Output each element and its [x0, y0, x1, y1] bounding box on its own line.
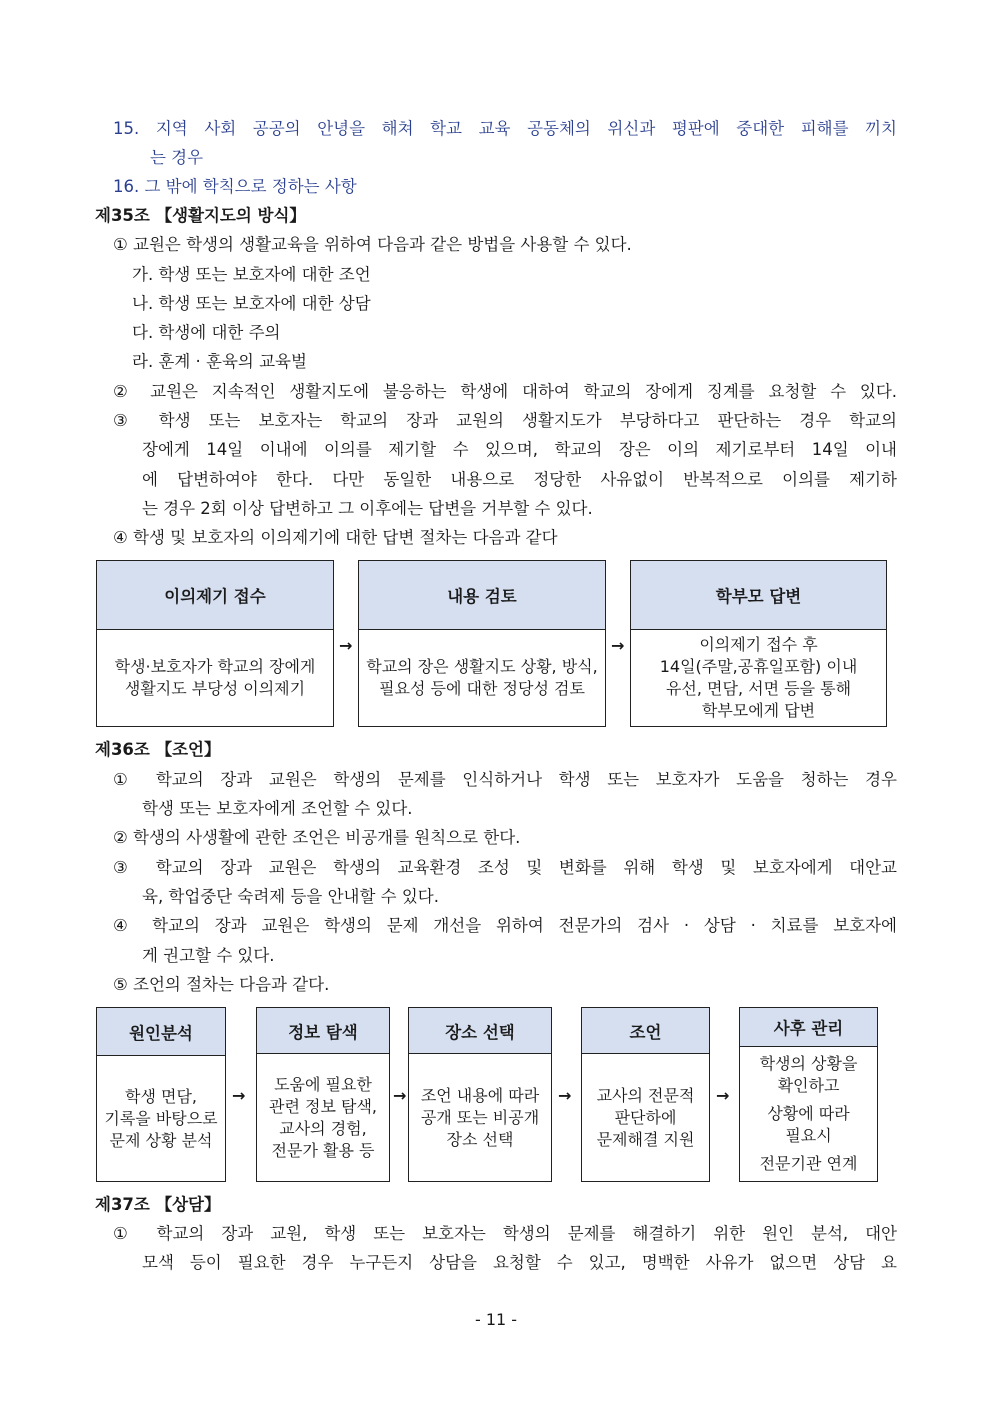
art37-clause1-line1: ① 학교의 장과 교원, 학생 또는 보호자는 학생의 문제를 해결하기 위한 원인 분석, 대안 [113, 1224, 897, 1243]
flow1-step3-body [631, 630, 886, 726]
flow2-arrow-2: → [393, 1086, 407, 1105]
art35-clause2: ② 교원은 지속적인 생활지도에 불응하는 학생에 대하여 학교의 장에게 징계를 요청할 수 있다. [113, 382, 897, 401]
flow2-step3-title: 장소 선택 [409, 1008, 551, 1054]
flow2-step5-body-line: 필요시 [785, 1126, 832, 1145]
flow1-step1-body-line: 생활지도 부당성 이의제기 [124, 679, 306, 698]
item-15-line2: 는 경우 [150, 148, 204, 167]
flow2-step5-body [740, 1047, 877, 1181]
flow1-step2-body [359, 630, 605, 726]
flow2-step5-title: 사후 관리 [740, 1008, 877, 1047]
flow1-step2-box [358, 560, 606, 727]
flow2-step5-body-line: 확인하고 [777, 1076, 840, 1095]
item-15-line1: 15. 지역 사회 공공의 안녕을 해쳐 학교 교육 공동체의 위신과 평판에 중대한 피해를 끼치 [113, 119, 897, 138]
art36-clause1-line2: 학생 또는 보호자에게 조언할 수 있다. [142, 799, 413, 818]
flow2-step1-body-line: 기록을 바탕으로 [104, 1108, 218, 1128]
flow1-step2-body-line: 필요성 등에 대한 정당성 검토 [379, 679, 585, 698]
flow2-step2-box [256, 1007, 390, 1182]
art36-clause4-line2: 게 권고할 수 있다. [142, 946, 275, 965]
art36-clause3-line1: ③ 학교의 장과 교원은 학생의 교육환경 조성 및 변화를 위해 학생 및 보호자에게 대안교 [113, 858, 897, 877]
flow2-step2-body-line: 도움에 필요한 [274, 1074, 372, 1094]
flow2-step3-body-line: 장소 선택 [446, 1129, 514, 1149]
art36-clause4-line1: ④ 학교의 장과 교원은 학생의 문제 개선을 위하여 전문가의 검사 · 상담 · 치료를 보호자에 [113, 916, 897, 935]
flow2-step4-body-line: 교사의 전문적 [596, 1085, 695, 1105]
art36-clause2: ② 학생의 사생활에 관한 조언은 비공개를 원칙으로 한다. [113, 828, 521, 847]
flow2-step2-body [257, 1054, 389, 1181]
flow2-arrow-4: → [716, 1086, 730, 1105]
art35-clause1: ① 교원은 학생의 생활교육을 위하여 다음과 같은 방법을 사용할 수 있다. [113, 235, 632, 254]
art36-clause5: ⑤ 조언의 절차는 다음과 같다. [113, 975, 330, 994]
flow2-step5-box [739, 1007, 878, 1182]
flow2-step3-box [408, 1007, 552, 1182]
flow2-step1-title: 원인분석 [97, 1008, 225, 1056]
art35-clause3-line2: 장에게 14일 이내에 이의를 제기할 수 있으며, 학교의 장은 이의 제기로부터 14일 이내 [142, 440, 897, 459]
art35-clause4: ④ 학생 및 보호자의 이의제기에 대한 답변 절차는 다음과 같다 [113, 528, 558, 547]
art35-clause3-line1: ③ 학생 또는 보호자는 학교의 장과 교원의 생활지도가 부당하다고 판단하는 경우 학교의 [113, 411, 897, 430]
flow2-step5-body-line: 학생의 상황을 [759, 1054, 858, 1073]
flow1-step3-body-line: 유선, 면담, 서면 등을 통해 [665, 679, 852, 698]
page-number: - 11 - [474, 1310, 518, 1329]
flow2-arrow-1: → [232, 1086, 246, 1105]
flow1-step3-body-line: 14일(주말,공휴일포함) 이내 [659, 657, 858, 676]
flow2-step4-title: 조언 [582, 1008, 709, 1054]
flow2-step1-box [96, 1007, 226, 1182]
flow1-step1-title: 이의제기 접수 [97, 561, 333, 630]
item-16: 16. 그 밖에 학칙으로 정하는 사항 [113, 177, 357, 196]
art35-clause3-line3: 에 답변하여야 한다. 다만 동일한 내용으로 정당한 사유없이 반복적으로 이의를 제기하 [142, 470, 897, 489]
flow2-step3-body-line: 조언 내용에 따라 [420, 1085, 540, 1105]
art35-sub-da: 다. 학생에 대한 주의 [132, 323, 281, 342]
flow1-step3-title: 학부모 답변 [631, 561, 886, 630]
flow2-step2-body-line: 관련 정보 탐색, [269, 1096, 377, 1116]
art36-clause3-line2: 육, 학업중단 숙려제 등을 안내할 수 있다. [142, 887, 439, 906]
flow1-step3-box [630, 560, 887, 727]
flow2-step1-body [97, 1056, 225, 1181]
flow2-step2-title: 정보 탐색 [257, 1008, 389, 1054]
art37-clause1-line2: 모색 등이 필요한 경우 누구든지 상담을 요청할 수 있고, 명백한 사유가 없으면 상담 요 [142, 1253, 897, 1272]
flow1-step3-body-line: 이의제기 접수 후 [699, 635, 818, 654]
flow2-step3-body-line: 공개 또는 비공개 [420, 1107, 540, 1127]
flow1-step3-body-line: 학부모에게 답변 [701, 701, 816, 720]
flow1-arrow-2: → [611, 636, 625, 655]
art35-clause3-line4: 는 경우 2회 이상 답변하고 그 이후에는 답변을 거부할 수 있다. [142, 499, 593, 518]
flow1-step1-body-line: 학생·보호자가 학교의 장에게 [114, 657, 316, 676]
flow2-step4-box [581, 1007, 710, 1182]
flow2-step5-body-line: 상황에 따라 [767, 1104, 850, 1123]
art35-sub-na: 나. 학생 또는 보호자에 대한 상담 [132, 294, 371, 313]
flow1-step1-body [97, 630, 333, 726]
art35-sub-ra: 라. 훈계 · 훈육의 교육벌 [132, 352, 307, 371]
flow1-step2-title: 내용 검토 [359, 561, 605, 630]
flow2-step1-body-line: 학생 면담, [125, 1086, 197, 1106]
flow2-step5-body-line: 전문기관 연계 [759, 1154, 858, 1173]
art36-clause1-line1: ① 학교의 장과 교원은 학생의 문제를 인식하거나 학생 또는 보호자가 도움을 청하는 경우 [113, 770, 897, 789]
art35-sub-ga: 가. 학생 또는 보호자에 대한 조언 [132, 265, 371, 284]
flow1-step1-box [96, 560, 334, 727]
article-35-heading: 제35조 【생활지도의 방식】 [95, 206, 306, 225]
flow2-step4-body-line: 판단하에 [614, 1107, 677, 1127]
flow2-step2-body-line: 전문가 활용 등 [271, 1140, 375, 1160]
flow2-arrow-3: → [558, 1086, 572, 1105]
flow2-step3-body [409, 1054, 551, 1181]
flow2-step2-body-line: 교사의 경험, [279, 1118, 367, 1138]
article-37-heading: 제37조 【상담】 [95, 1195, 221, 1214]
flow2-step1-body-line: 문제 상황 분석 [109, 1130, 213, 1150]
flow1-arrow-1: → [339, 636, 353, 655]
flow1-step2-body-line: 학교의 장은 생활지도 상황, 방식, [366, 657, 598, 676]
article-36-heading: 제36조 【조언】 [95, 740, 221, 759]
flow2-step4-body [582, 1054, 709, 1181]
flow2-step4-body-line: 문제해결 지원 [596, 1129, 695, 1149]
